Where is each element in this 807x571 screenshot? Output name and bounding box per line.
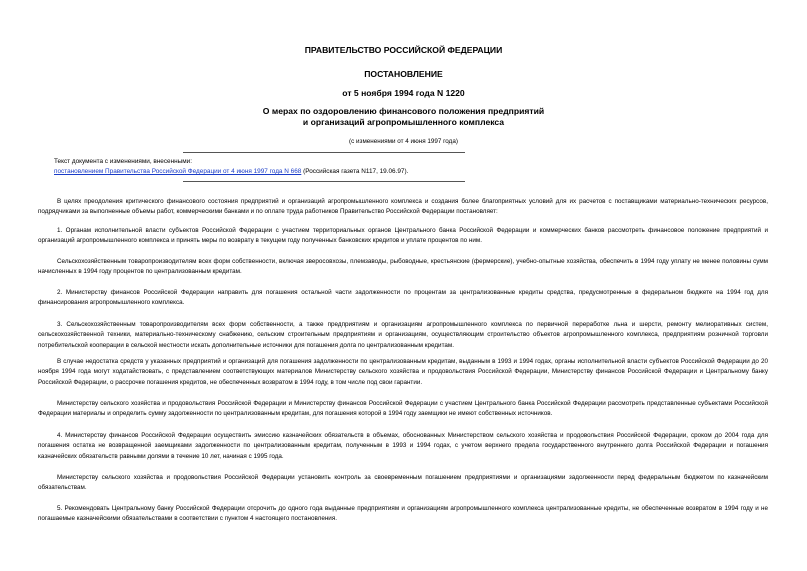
clause-3-paragraph: 3. Сельскохозяйственным товаропроизводителям всех форм собственности, а также предприятиям и организациям агропромышленного комплекса по первичной переработке льна и шерсти, ремонту мелиоративных систем, сельскохозяйственной техники, материально-техническому снабжению, сельским строительным предприятиям и организациям, осуществляющим строительство объектов агропромышленного комплекса, предприятиям розничной торговли потребительской кооперации в сельской местности искать дополнительные источники для погашения долга по централизованным кредитам. (38, 321, 768, 349)
preamble-paragraph: В целях преодоления критического финансового состояния предприятий и организаций агропромышленного комплекса и создания более благоприятных условий для их расчетов с поставщиками материально-технических ресурсов, подрядчиками за выполненные объемы работ, коммерческими банками и по оплате труда работников Правительство Российской Федерации постановляет: (38, 198, 768, 216)
top-divider (183, 152, 465, 153)
clause-4-subparagraph: Министерству сельского хозяйства и продовольствия Российской Федерации установить контроль за своевременным погашением предприятиями и организациями задолженности перед федеральным бюджетом по казначейским обязательствам. (38, 474, 768, 492)
clause-1-subparagraph: Сельскохозяйственным товаропроизводителям всех форм собственности, включая зверосовхозы, племзаводы, рыбоводные, крестьянские (фермерские), учебно-опытные хозяйства, обеспечить в 1994 году уплату не менее половины сумм начисленных в 1994 году процентов по централизованным кредитам. (38, 258, 768, 276)
clause-3-subparagraph-b: Министерству сельского хозяйства и продовольствия Российской Федерации и Министерству финансов Российской Федерации с участием Центрального банка Российской Федерации рассмотреть представленные субъектами Российской Федерации материалы и определить сумму задолженности по централизованным кредитам, для погашения которой в 1994 году заемщики не имеют собственных источников. (38, 400, 768, 418)
clause-1-paragraph: 1. Органам исполнительной власти субъектов Российской Федерации с участием территориальных органов Центрального банка Российской Федерации и коммерческих банков рассмотреть финансовое положение предприятий и организаций агропромышленного комплекса и принять меры по возврату в текущем году полученных банковских кредитов и уплате процентов по ним. (38, 227, 768, 245)
amendments-intro: Текст документа с изменениями, внесенными: (54, 158, 192, 165)
bottom-divider (183, 181, 465, 182)
document-type: ПОСТАНОВЛЕНИЕ (364, 69, 443, 79)
clause-2-paragraph: 2. Министерству финансов Российской Федерации направить для погашения остальной части задолженности по процентам за централизованные кредиты средства, предусмотренные в федеральном бюджете на 1994 год для финансирования агропромышленного комплекса. (38, 289, 768, 307)
clause-5-paragraph: 5. Рекомендовать Центральному банку Российской Федерации отсрочить до одного года выданные предприятиям и организациям агропромышленного комплекса централизованные кредиты, не обеспеченные возвратом в 1994 году и не погашаемые казначейскими обязательствами в соответствии с пунктом 4 настоящего постановления. (38, 505, 768, 523)
amendment-publication: (Российская газета N117, 19.06.97). (301, 168, 409, 175)
amendment-note: (с изменениями от 4 июня 1997 года) (349, 138, 458, 145)
document-date-number: от 5 ноября 1994 года N 1220 (342, 88, 465, 98)
clause-4-paragraph: 4. Министерству финансов Российской Федерации осуществить эмиссию казначейских обязательств в объемах, обоснованных Министерством сельского хозяйства и продовольствия Российской Федерации, сроком до 2004 года для погашения остатка не возвращенной заемщиками задолженности по централизованным кредитам, полученным в 1993 и 1994 годах, с учетом верхнего предела государственного внутреннего долга Российской Федерации и погашения казначейских обязательств равными долями в течение 10 лет, начиная с 1995 года. (38, 432, 768, 460)
clause-3-subparagraph-a: В случае недостатка средств у указанных предприятий и организаций для погашения задолженности по централизованным кредитам, выданным в 1993 и 1994 годах, органы исполнительной власти субъектов Российской Федерации до 20 ноября 1994 года могут ходатайствовать, с представлением соответствующих материалов Министерству сельского хозяйства и продовольствия Российской Федерации, Министерству финансов Российской Федерации и Центральному банку Российской Федерации, о рассрочке погашения кредитов, не обеспеченных возвратом в 1994 году, в том числе под свои гарантии. (38, 358, 768, 386)
amendment-link[interactable]: постановлением Правительства Российской Федерации от 4 июня 1997 года N 668 (54, 168, 302, 175)
issuing-authority: ПРАВИТЕЛЬСТВО РОССИЙСКОЙ ФЕДЕРАЦИИ (304, 45, 503, 55)
document-title-line-1: О мерах по оздоровлению финансового положения предприятий (262, 106, 545, 116)
amendments-source (54, 167, 614, 177)
document-title-line-2: и организаций агропромышленного комплекса (302, 117, 505, 127)
